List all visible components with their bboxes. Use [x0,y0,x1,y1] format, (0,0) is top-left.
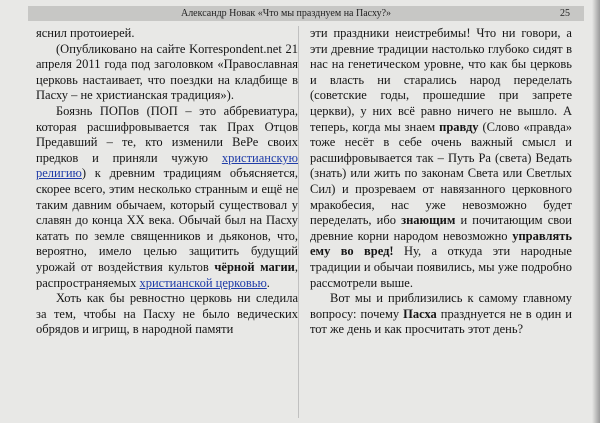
paragraph-text: (Опубликовано на сайте Korrespondent.net 21 апреля 2011 года под заголовком «Православная церковь настаивает, что поездки на кладбище в Пасху – не христианская традиция»). [36,41,298,103]
page-number: 25 [560,8,570,19]
header-title: Александр Новак «Что мы празднуем на Пасху?» [180,8,392,19]
left-column [36,26,298,338]
paragraph-text: (Слово «правда» тоже несёт в себе очень важный смысл и расшифровывается так – Путь Ра (света) Ведать (знать) или жить по законам Света или Светлых Сил) и прозреваем от навязанного церковного мракобесия, нас уже невозможно будет переделать, ибо [310,119,572,228]
paragraph [310,291,572,338]
link-christian-religion[interactable]: христианскую религию [36,150,298,181]
bold-text: чёрной магии [214,259,295,274]
link-christian-church[interactable]: христианской церковью [139,275,267,290]
paragraph-text: яснил протоиерей. [36,26,135,40]
paragraph-text: . [266,275,270,290]
column-divider [298,26,299,418]
paragraph [36,26,298,42]
paragraph-text: Хоть как бы ревностно церковь ни следила за тем, чтобы на Пасху не было ведических обрядов и игрищ, в народной памяти [36,291,298,337]
paragraph-text: Вот мы и приблизились к самому главному вопросу: почему [310,291,572,321]
bold-text: Пасха [403,306,437,321]
paragraph-text: Боязнь ПОПов (ПОП – это аббревиатура, которая расшифровывается так Прах Отцов Предавший – те, кто изменили ВеРе своих предков и приняли чужую [36,103,298,165]
paragraph-text: и почитающим свои древние корни народом невозможно [310,213,572,243]
running-header [28,6,584,21]
paragraph [36,42,298,104]
bold-text: управлять ему во вред! [310,228,572,259]
paragraph-text: эти праздники неистребимы! Что ни говори, а эти древние традиции настолько глубоко сидят в нас на генетическом уровне, что как бы церковь и власть ни старались народ переделать (советские годы, прошедшие при запрете церкви), у них всё равно ничего не вышло. А теперь, когда мы знаем [310,26,572,134]
paragraph-text: празднуется не в один и тот же день и как просчитать этот день? [310,306,572,337]
paragraph [36,291,298,338]
right-column [310,26,572,338]
paragraph [310,26,572,291]
paragraph-text: , распространяемых [36,259,298,290]
paragraph-text: Ну, а откуда эти народные традиции и обычаи появились, мы уже подробно рассмотрели выше. [310,244,572,290]
bold-text: знающим [401,213,456,228]
paragraph [36,104,298,291]
page-edge-shadow [592,0,600,423]
paragraph-text: ) к древним традициям объясняется, скорее всего, этим несколько странным и ещё не таким давним обычаем, который существовал у славян до конца ХХ века. Обычай был на Пасху катать по земле священников и дьяконов, что, вероятно, имело целью защитить будущий урожай от воздействия культов [36,166,298,274]
bold-text: правду [439,119,479,134]
